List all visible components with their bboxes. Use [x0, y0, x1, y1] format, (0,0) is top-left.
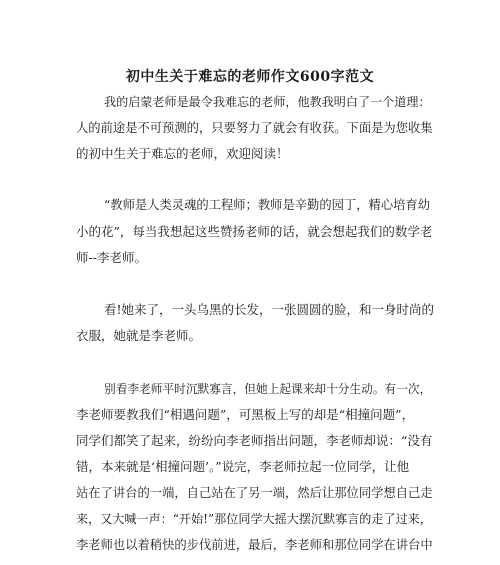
paragraph-3-line-2: 衣服，她就是李老师。: [76, 328, 202, 343]
paragraph-4-line-1: 别看李老师平时沉默寡言，但她上起课来却十分生动。有一次，: [104, 382, 432, 396]
paragraph-1-line-1: 我的启蒙老师是最令我难忘的老师，他教我明白了一个道理：: [104, 95, 431, 109]
document-title: 初中生关于难忘的老师作文600字范文: [125, 69, 375, 85]
paragraph-4-line-6: 来，又大喊一声：“开始!”那位同学大摇大摆沉默寡言的走了过来，: [76, 512, 432, 526]
paragraph-2-line-1: “教师是人类灵魂的工程师；教师是辛勤的园丁，精心培育幼: [104, 198, 431, 212]
paragraph-2-line-2: 小的花”，每当我想起这些赞扬老师的话，就会想起我们的数学老: [76, 224, 433, 239]
paragraph-4-line-4: 错，本来就是‘相撞问题’。”说完，李老师拉起一位同学，让他: [76, 459, 410, 474]
paragraph-2-line-3: 师--李老师。: [76, 250, 147, 265]
paragraph-3-line-1: 看!她来了，一头乌黑的长发，一张圆圆的脸，和一身时尚的: [104, 302, 435, 317]
paragraph-4-line-5: 站在了讲台的一端，自己站在了另一端，然后让那位同学想自己走: [76, 486, 433, 500]
paragraph-1-line-3: 的初中生关于难忘的老师，欢迎阅读！: [76, 146, 289, 161]
paragraph-1-line-2: 人的前途是不可预测的，只要努力了就会有收获。下面是为您收集: [76, 121, 433, 135]
paragraph-4-line-2: 李老师要教我们“相遇问题”，可黑板上写的却是“相撞问题”，: [76, 407, 415, 422]
paragraph-4-line-7: 李老师也以着稍快的步伐前进，最后，李老师和那位同学在讲台中: [76, 538, 433, 552]
paragraph-4-line-3: 同学们都笑了起来，纷纷向李老师指出问题，李老师却说：“没有: [76, 433, 433, 448]
